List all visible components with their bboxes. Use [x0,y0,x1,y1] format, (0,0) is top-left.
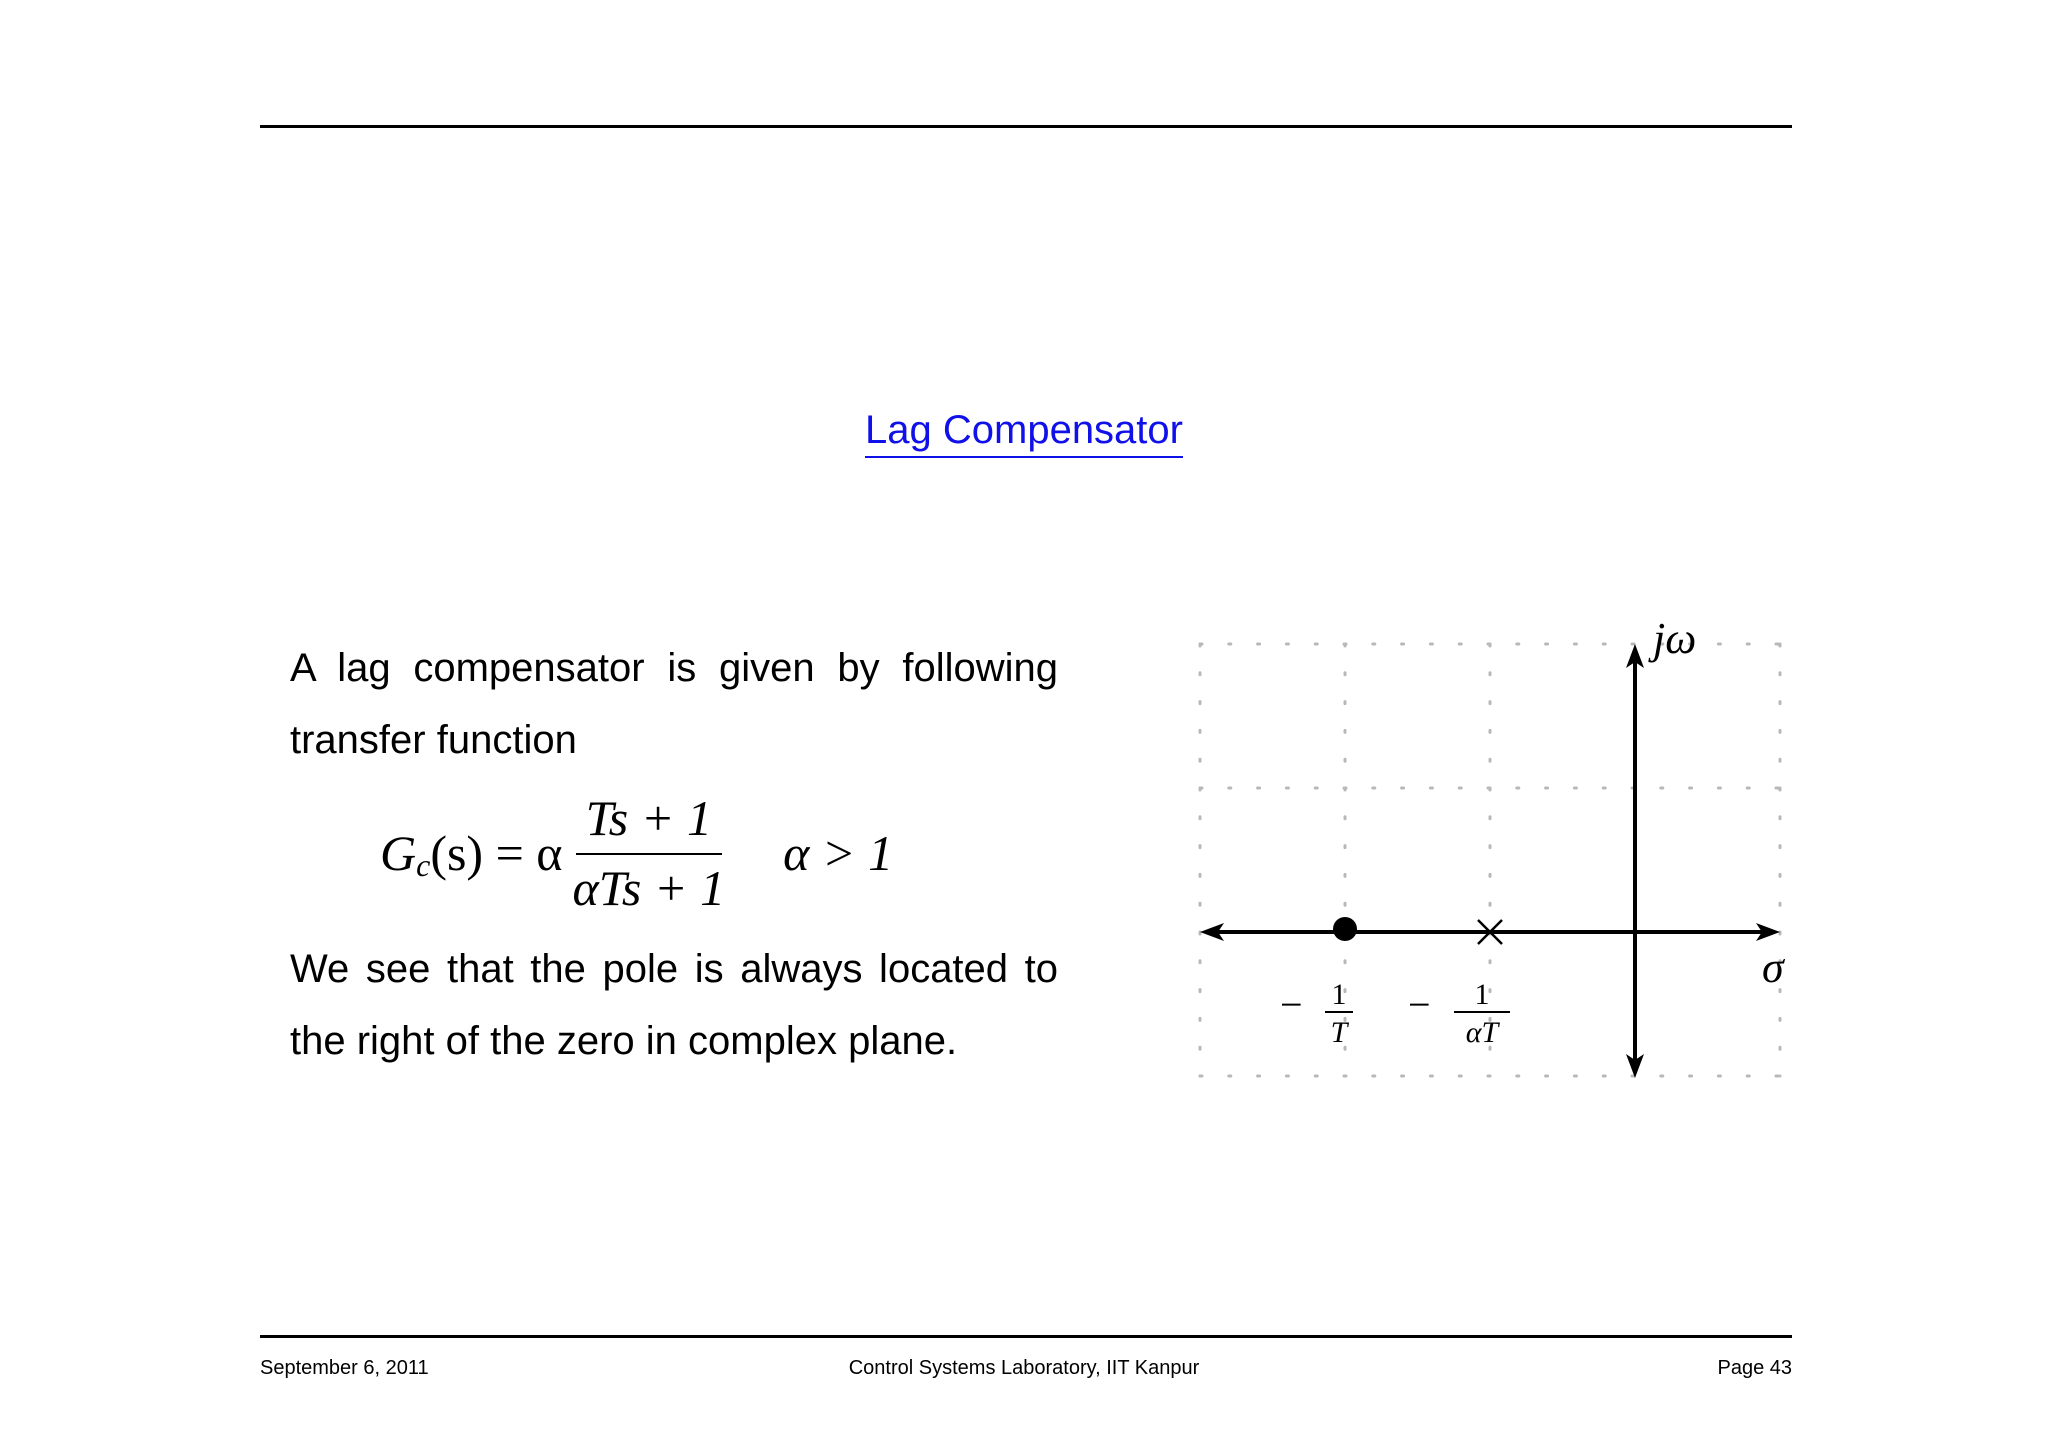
imag-axis-label: jω [1653,620,1697,663]
header-rule [260,125,1792,128]
zero-label-minus: − [1280,982,1303,1027]
intro-line-2: transfer function [290,718,577,762]
slide-title [0,405,2048,455]
eq-numerator: Ts + 1 [576,789,722,855]
pole-label [1408,978,1510,1049]
zero-label-denominator: T [1330,1016,1348,1049]
intro-line-1: A lag compensator is given by following [290,646,1058,690]
pole-label-denominator: αT [1465,1016,1499,1049]
eq-fraction [568,789,729,917]
eq-lhs-g: G [380,825,417,881]
eq-lhs-subscript: c [416,846,431,883]
footer-institution: Control Systems Laboratory, IIT Kanpur [848,1357,1200,1379]
footer-rule [260,1335,1792,1338]
imaginary-axis [1626,644,1644,1078]
pole-label-minus: − [1408,982,1431,1027]
footer-page-number: Page 43 [1717,1357,1792,1379]
transfer-function-equation [380,788,893,918]
eq-denominator: αTs + 1 [572,860,726,916]
footer-date: September 6, 2011 [260,1357,429,1379]
conclusion-line-1: We see that the pole is always located to [290,947,1058,991]
eq-condition: α > 1 [783,825,894,881]
zero-label [1280,978,1353,1049]
zero-marker [1333,917,1357,941]
real-axis-label: σ [1762,943,1784,992]
pole-zero-plot [1190,620,1810,1100]
conclusion-line-2: the right of the zero in complex plane. [290,1019,958,1063]
pole-label-numerator: 1 [1474,978,1490,1011]
zero-label-numerator: 1 [1331,978,1347,1011]
eq-lhs-arg: (s) = α [430,825,563,881]
intro-paragraph [290,632,1058,776]
conclusion-paragraph [290,933,1058,1077]
slide-title-text: Lag Compensator [865,408,1183,458]
